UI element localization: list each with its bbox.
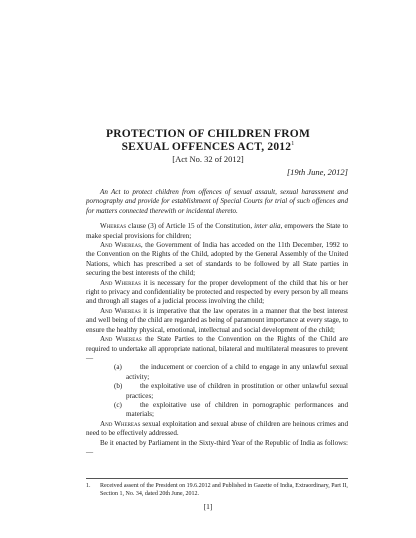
recital-3-lead: And Whereas [100,278,141,287]
recital-1 [86,222,348,241]
recital-2 [86,241,348,279]
recital-6 [86,420,348,439]
footnote [86,482,348,498]
measure-item-text: the exploitative use of children in prostitution or other unlawful sexual practices; [126,382,348,400]
act-date [287,167,348,177]
recital-6-text: sexual exploitation and sexual abuse of children are heinous crimes and need to be effectively addressed. [86,419,348,438]
measure-item-label: (b) [114,382,123,391]
measure-item-a [86,363,348,382]
measure-item-b [86,382,348,401]
measure-item-text: the inducement or coercion of a child to engage in any unlawful sexual activity; [126,363,348,381]
act-title-line-2 [0,141,416,153]
recital-5-lead: And Whereas [100,335,142,344]
recital-2-text: , the Government of India has acceded on the 11th December, 1992 to the Convention on the Rights of the Child, adopted by the General Assembly of the United Nations, which has prescribed a set of standards to be followed by all State parties in securing the best interests of the child; [86,241,348,278]
recital-4 [86,307,348,335]
enacting-clause: Be it enacted by Parliament in the Sixty-third Year of the Republic of India as follows:— [86,438,348,456]
act-title-text: SEXUAL OFFENCES ACT, 2012 [121,141,292,153]
recital-4-lead: And Whereas [100,306,141,315]
recital-1-italic: inter alia [254,222,281,231]
measure-item-label: (a) [114,363,122,372]
recital-2-lead: And Whereas [100,241,141,250]
measure-item-label: (c) [114,400,122,409]
footnote-number: 1. [86,483,91,489]
act-number: [Act No. 32 of 2012] [172,154,244,164]
footnote-text: Received assent of the President on 19.6.2012 and Published in Gazette of India, Extraordinary, Part II, Section 1, No. 34, dated 20th June, 2012. [100,483,348,497]
recital-5-text: the State Parties to the Convention on the Rights of the Child are required to undertake all appropriate national, bilateral and multilateral measures to prevent— [86,335,348,362]
act-title-line-1: PROTECTION OF CHILDREN FROM [106,128,310,140]
act-date-text: [19th June, 2012] [286,167,348,177]
act-body [86,188,348,457]
footnote-divider [86,478,348,479]
recital-1-text-b: , empowers the State to make special provisions for children; [86,222,348,240]
page-number: [1] [203,502,213,511]
measure-item-text: the exploitative use of children in pornographic performances and materials; [126,400,348,419]
recital-3 [86,279,348,307]
recital-1-lead: Whereas [100,222,127,231]
measure-item-c [86,401,348,420]
recital-6-lead: And Whereas [100,419,141,428]
recital-1-text-a: clause (3) of Article 15 of the Constitution, [126,222,255,231]
recital-3-text: it is necessary for the proper development of the child that his or her right to privacy and confidentiality be protected and respected by every person by all means and through all stages of a judicial process involving the child; [86,278,348,306]
recital-5 [86,335,348,363]
recital-4-text: it is imperative that the law operates in a manner that the best interest and well being of the child are regarded as being of paramount importance at every stage, to ensure the healthy physical, emotional, intellectual and social development of the child; [86,306,349,334]
title-footnote-marker: 1 [291,141,295,148]
preamble: An Act to protect children from offences of sexual assault, sexual harassment and pornography and provide for establishment of Special Courts for trial of such offences and for matters connected therewith or incidental thereto. [86,188,348,215]
